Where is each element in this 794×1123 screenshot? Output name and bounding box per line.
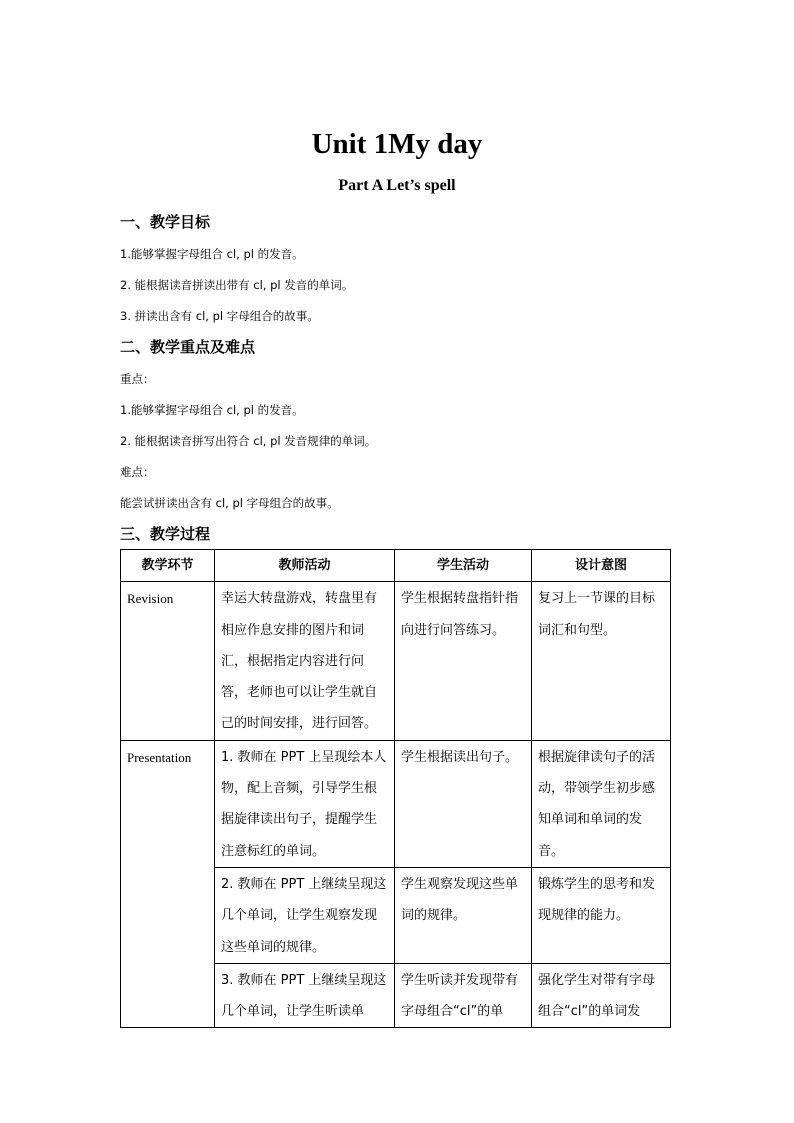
difficult-point-item-1: 能尝试拼读出含有 cl, pl 字母组合的故事。	[120, 496, 339, 510]
document-subtitle: Part A Let’s spell	[338, 177, 456, 194]
objective-item-1: 1.能够掌握字母组合 cl, pl 的发音。	[120, 247, 304, 261]
design-purpose-cell: 根据旋律读句子的活动，带领学生初步感知单词和单词的发音。	[532, 740, 671, 867]
student-activity-cell: 学生根据读出句子。	[395, 740, 532, 867]
design-purpose-cell: 复习上一节课的目标词汇和句型。	[532, 582, 671, 740]
column-header-stage: 教学环节	[121, 550, 215, 582]
teaching-process-table	[120, 549, 671, 1028]
objective-item-3: 3. 拼读出含有 cl, pl 字母组合的故事。	[120, 309, 319, 323]
student-activity-cell: 学生听读并发现带有字母组合“cl”的单	[395, 963, 532, 1028]
teacher-activity-cell: 3. 教师在 PPT 上继续呈现这几个单词，让学生听读单	[215, 963, 395, 1028]
column-header-design-purpose: 设计意图	[532, 550, 671, 582]
column-header-student-activity: 学生活动	[395, 550, 532, 582]
student-activity-cell: 学生观察发现这些单词的规律。	[395, 867, 532, 963]
teacher-activity-cell: 1. 教师在 PPT 上呈现绘本人物，配上音频，引导学生根据旋律读出句子，提醒学生注意标红的单词。	[215, 740, 395, 867]
teacher-activity-cell: 2. 教师在 PPT 上继续呈现这几个单词，让学生观察发现这些单词的规律。	[215, 867, 395, 963]
key-point-item-1: 1.能够掌握字母组合 cl, pl 的发音。	[120, 403, 304, 417]
column-header-teacher-activity: 教师活动	[215, 550, 395, 582]
table-row	[121, 582, 671, 740]
stage-cell: Presentation	[121, 740, 215, 1028]
key-points-label: 重点：	[120, 372, 155, 386]
document-title: Unit 1My day	[311, 128, 483, 160]
stage-cell: Revision	[121, 582, 215, 740]
difficult-points-label: 难点：	[120, 465, 155, 479]
section-heading-process: 三、教学过程	[120, 525, 211, 543]
design-purpose-cell: 强化学生对带有字母组合“cl”的单词发	[532, 963, 671, 1028]
table-row	[121, 740, 671, 867]
student-activity-cell: 学生根据转盘指针指向进行问答练习。	[395, 582, 532, 740]
teacher-activity-cell: 幸运大转盘游戏，转盘里有相应作息安排的图片和词汇，根据指定内容进行问答，老师也可以让学生就自己的时间安排，进行回答。	[215, 582, 395, 740]
section-heading-objectives: 一、教学目标	[120, 213, 211, 231]
key-point-item-2: 2. 能根据读音拼写出符合 cl, pl 发音规律的单词。	[120, 434, 377, 448]
design-purpose-cell: 锻炼学生的思考和发现规律的能力。	[532, 867, 671, 963]
table-header-row	[121, 550, 671, 582]
section-heading-key-points: 二、教学重点及难点	[120, 338, 256, 356]
objective-item-2: 2. 能根据读音拼读出带有 cl, pl 发音的单词。	[120, 278, 354, 292]
